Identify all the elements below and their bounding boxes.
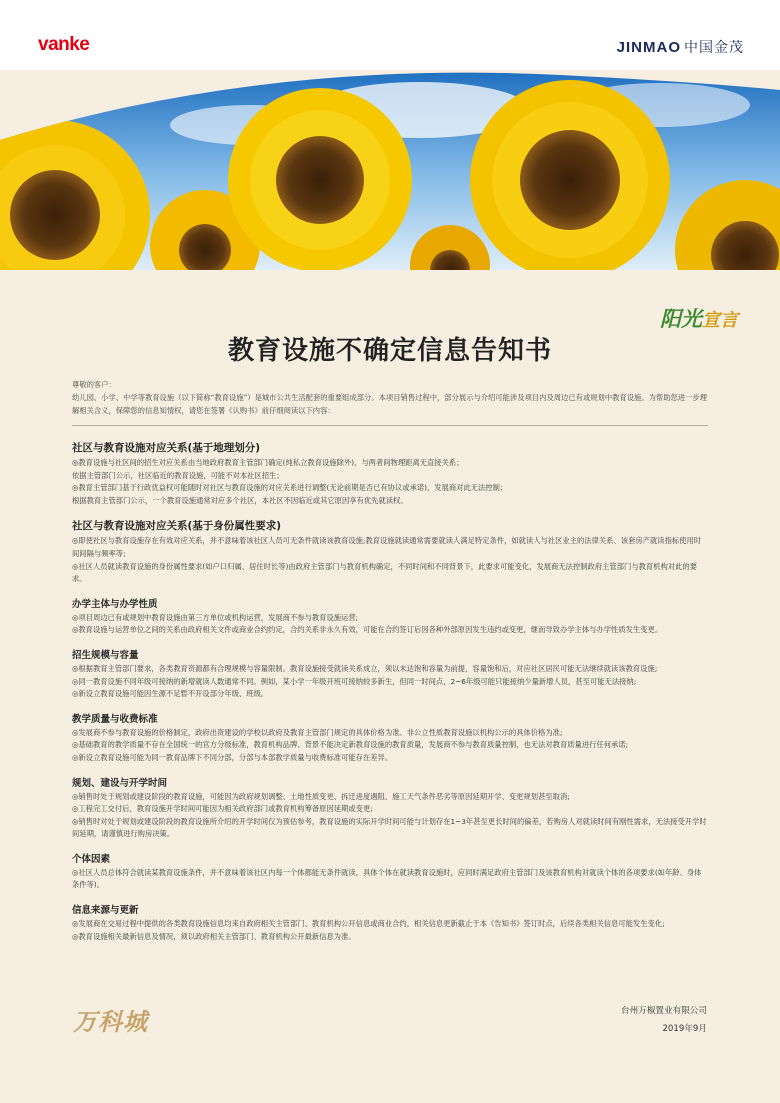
section-title: 社区与教育设施对应关系(基于地理划分) — [72, 442, 261, 454]
section-line: ◎教育设施相关最新信息及情况，须以政府相关主管部门、教育机构公开最新信息为准。 — [72, 931, 356, 941]
document-title: 教育设施不确定信息告知书 — [227, 336, 552, 366]
notice-section — [72, 852, 708, 892]
signature-block — [621, 1002, 707, 1038]
section-title: 社区与教育设施对应关系(基于身份属性要求) — [72, 520, 282, 533]
company-name: 台州万椒置业有限公司 — [621, 1006, 707, 1016]
intro-block — [72, 378, 708, 417]
section-title: 个体因素 — [72, 853, 111, 865]
section-title: 办学主体与办学性质 — [72, 598, 158, 610]
section-line: ◎发展商在交易过程中提供的各类教育设施信息均来自政府相关主管部门、教育机构公开信息或商业合约，相关信息更新截止于本《告知书》签订时点，后续各类相关信息可能发生变化; — [72, 919, 665, 929]
section-line: 根据教育主管部门公示，一个教育设施通常对应多个社区，本社区不因临近或其它原因享有优先就读权。 — [72, 495, 408, 505]
section-line: ◎新设立教育设施可能为同一教育品牌下不同分部，分部与本部教学质量与收费标准可能存在差异。 — [72, 752, 393, 762]
section-title: 招生规模与容量 — [72, 649, 139, 661]
sunflower-center — [228, 88, 412, 270]
notice-section — [72, 597, 708, 637]
notice-section — [72, 648, 708, 701]
sunflower-banner — [0, 70, 780, 270]
jinmao-logo-cn: 中国金茂 — [684, 39, 744, 55]
divider — [72, 425, 708, 426]
intro-body: 幼儿园、小学、中学等教育设施（以下简称“教育设施”）是城市公共生活配套的重要组成部分。本项目销售过程中，部分展示与介绍可能涉及项目内及周边已有或规划中教育设施。为帮助您进一步理解相关含义，保障您的信息知情权，请您在签署《认购书》前仔细阅读以下内容： — [72, 393, 707, 415]
intro-greeting: 尊敬的客户： — [72, 380, 116, 389]
wanke-city-logo: 万科城 — [73, 1008, 148, 1036]
section-line: ◎根据教育主管部门要求，各类教育资源都有合理规模与容量限制。教育设施接受就读关系成立，须以未达饱和容量为前提，容量饱和后，对应社区居民可能无法继续就读该教育设施; — [72, 663, 658, 673]
section-line: ◎社区人员总体符合就读某教育设施条件，并不意味着该社区内每一个体都能无条件就读，具体个体在就读教育设施时，应同时满足政府主管部门及该教育机构对就读个体的各项要求(如年龄、身体条件等)。 — [72, 867, 702, 890]
section-line: ◎销售时处于规划或建设阶段的教育设施，可能因为政府规划调整、土地性质变更、拆迁进度遇阻、施工天气条件恶劣等原因延期开学、变更规划甚至取消; — [72, 791, 570, 801]
section-title: 规划、建设与开学时间 — [72, 777, 168, 789]
section-line: ◎项目周边已有或规划中教育设施由第三方单位或机构运营，发展商不参与教育设施运营; — [72, 612, 359, 622]
notice-section — [72, 518, 708, 585]
sunshine-logo-part2: 宣言 — [702, 310, 738, 331]
section-line: ◎新设立教育设施可能因生源不足暂不开设部分年级、班级。 — [72, 689, 269, 699]
sunshine-declaration-logo — [660, 303, 738, 333]
section-line: ◎教育设施与社区间的招生对应关系由当地政府教育主管部门确定(纯私立教育设施除外)，与两者间物理距离无直接关系； — [72, 458, 464, 467]
section-line: ◎教育主管部门基于行政优益权可能随时对社区与教育设施的对应关系进行调整(无论前期是否已有协议或承诺)，发展商对此无法控制； — [72, 483, 508, 493]
notice-section — [72, 776, 708, 841]
section-line: 依据主管部门公示，社区临近的教育设施，可能不对本社区招生； — [72, 470, 284, 480]
sunflower-banner-image — [0, 70, 780, 270]
sunshine-logo-part1: 阳光 — [660, 307, 702, 331]
section-line: ◎发展商不参与教育设施的价格制定，政府出资建设的学校以政府及教育主管部门规定的具体价格为准。非公立性质教育设施以机构公示的具体价格为准; — [72, 727, 563, 737]
notice-content — [72, 440, 708, 954]
section-line: ◎即使社区与教育设施存在有效对应关系，并不意味着该社区人员可无条件就读该教育设施;教育设施就读通常需要就读人满足特定条件，如就读人与社区业主的法律关系、该套房产就读指标使用时间间隔与频率等; — [72, 536, 702, 558]
notice-section — [72, 903, 708, 943]
section-title: 信息来源与更新 — [72, 905, 139, 917]
section-line: ◎工程完工交付后，教育设施开学时间可能因为相关政府部门或教育机构筹备原因延期或变更; — [72, 804, 373, 814]
page-header — [0, 0, 780, 80]
jinmao-logo-en: JINMAO — [616, 39, 681, 56]
section-line: ◎教育设施与运营单位之间的关系由政府相关文件或商业合约约定，合约关系非永久有效，可能在合约签订后因各种外部原因发生违约或变更，继而导致办学主体与办学性质发生变更。 — [72, 625, 663, 635]
notice-section — [72, 712, 708, 765]
issue-date: 2019年9月 — [662, 1024, 707, 1034]
section-title: 教学质量与收费标准 — [72, 713, 158, 725]
section-line: ◎同一教育设施不同年级可接纳的新增就读人数通常不同。例如，某小学一年级开班可接纳较多新生，但同一时间点，2~6年级可能只能接纳少量新增人员，甚至可能无法接纳; — [72, 676, 637, 686]
section-line: ◎销售时对处于规划或建设阶段的教育设施所介绍的开学时间仅为预估参考，教育设施的实际开学时间可能与计划存在1~3年甚至更长时间的偏差，若购房人对就读时间有刚性需求，无法接受开学时间延期，请谨慎进行购房决策。 — [72, 816, 707, 839]
vanke-logo: vanke — [38, 34, 90, 55]
section-line: ◎基础教育的教学质量不存在全国统一的官方分级标准，教育机构品牌、背景不能决定新教育设施的教育质量，发展商不参与教育质量控制，也无法对教育质量进行任何承诺; — [72, 740, 629, 750]
jinmao-logo — [617, 37, 744, 57]
notice-section — [72, 440, 708, 507]
section-line: ◎社区人员就读教育设施的身份属性要求(如户口归属、居住时长等)由政府主管部门与教育机构确定，不同时间和不同背景下，此要求可能变化，发展商无法控制政府主管部门与教育机构对此的要求。 — [72, 561, 697, 584]
